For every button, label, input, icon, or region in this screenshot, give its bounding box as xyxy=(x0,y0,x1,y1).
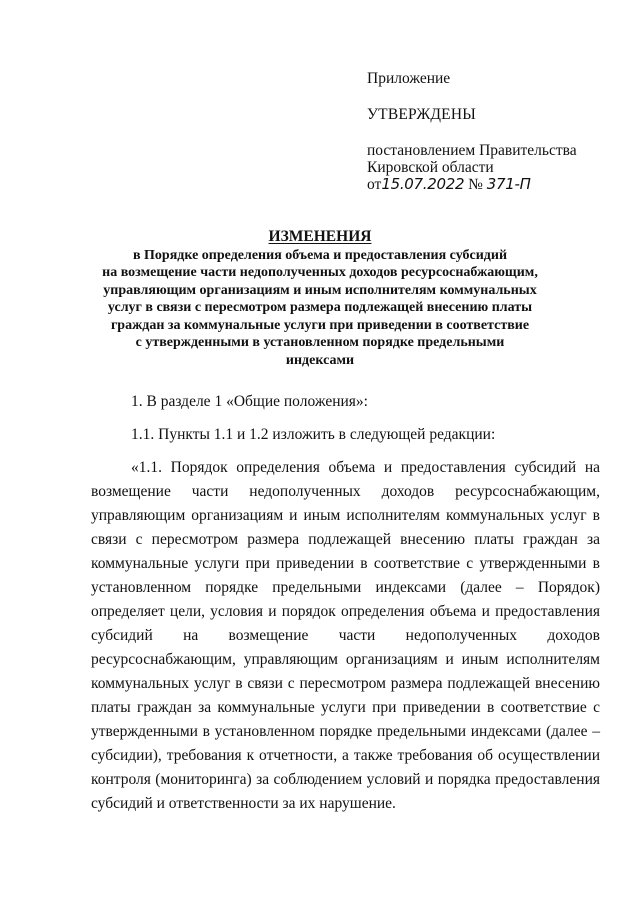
subtitle-line-7: индексами xyxy=(285,352,355,368)
decree-line-1: постановлением Правительства xyxy=(367,142,577,159)
document-heading: ИЗМЕНЕНИЯ xyxy=(268,228,372,245)
subtitle-line-3: управляющим организациям и иным исполнителям коммунальных xyxy=(103,282,537,298)
annex-label: Приложение xyxy=(367,70,451,87)
item-1-1: 1.1. Пункты 1.1 и 1.2 изложить в следующей редакции: xyxy=(131,426,496,443)
decree-reference xyxy=(367,142,627,193)
subtitle-line-2: на возмещение части недополученных доходов ресурсоснабжающим, xyxy=(102,265,538,280)
document-title-block xyxy=(80,228,560,369)
decree-number: 371-П xyxy=(486,175,531,193)
date-prefix: от xyxy=(367,176,382,193)
subtitle-line-6: с утвержденными в установленном порядке предельными xyxy=(135,335,505,350)
clause-1-1-text: «1.1. Порядок определения объема и предоставления субсидий на возмещение части недополученных доходов ресурсоснабжающим, управляющим организациям и иным исполнителям коммунальных услуг в связи с пересмотром размера подлежащей внесению платы граждан за коммунальные услуги при приведении в соответствие с утвержденными в установленном порядке предельными индексами (далее – Порядок) определяет цели, условия и порядок определения объема и предоставления субсидий на возмещение части недополученных доходов ресурсоснабжающим, управляющим организациям и иным исполнителям коммунальных услуг в связи с пересмотром размера подлежащей внесению платы граждан за коммунальные услуги при приведении в соответствие с утвержденными в установленном порядке предельными индексами (далее – субсидии), требования к отчетности, а также требования об осуществлении контроля (мониторинга) за соблюдением условий и порядка предоставления субсидий и ответственности за их нарушение. xyxy=(91,459,600,812)
decree-line-2: Кировской области xyxy=(367,159,494,176)
annex-header xyxy=(367,70,627,193)
subtitle-line-5: граждан за коммунальные услуги при приведении в соответствие xyxy=(110,317,530,333)
number-prefix: № xyxy=(468,176,483,193)
document-body xyxy=(91,390,600,816)
decree-date: 15.07.2022 xyxy=(381,175,465,193)
approved-label: УТВЕРЖДЕНЫ xyxy=(367,106,476,123)
subtitle-line-4: услуг в связи с пересмотром размера подлежащей внесению платы xyxy=(107,300,533,315)
subtitle-line-1: в Порядке определения объема и предоставления субсидий xyxy=(132,247,508,263)
decree-date-number-line xyxy=(367,176,627,193)
item-1: 1. В разделе 1 «Общие положения»: xyxy=(131,393,368,410)
